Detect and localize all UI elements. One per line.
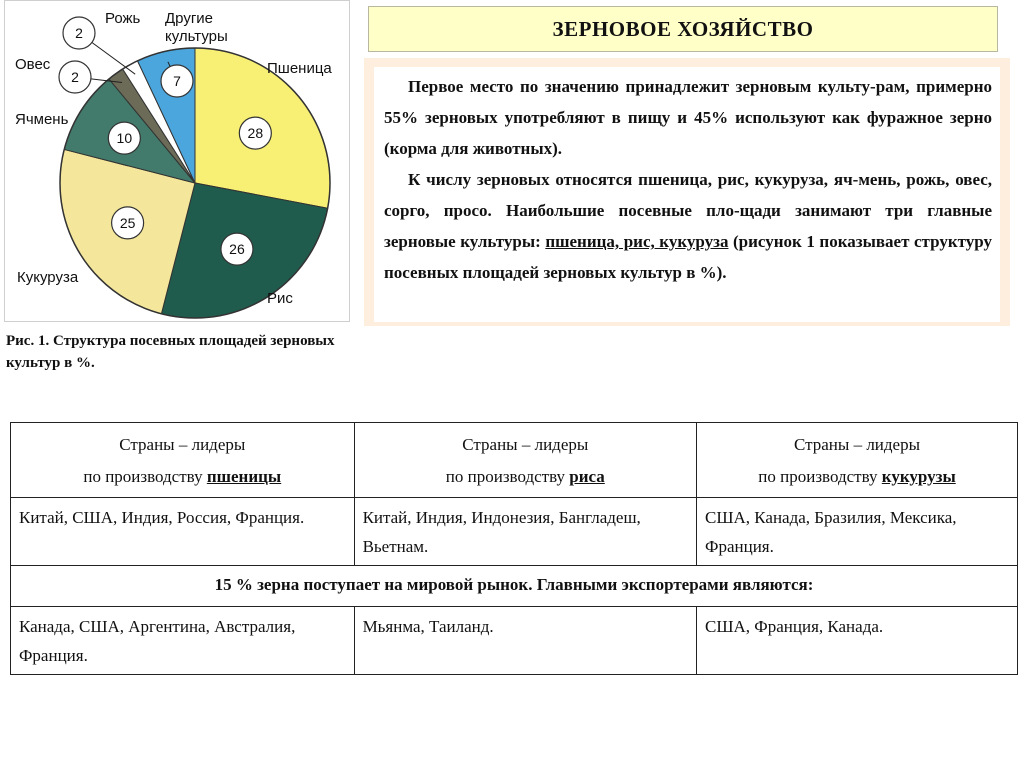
category-label: Пшеница <box>267 60 332 77</box>
producers-corn: США, Канада, Бразилия, Мексика, Франция. <box>697 498 1018 566</box>
text-panel <box>364 58 1010 326</box>
category-label: Рис <box>267 290 293 307</box>
table-row <box>11 498 1018 566</box>
paragraph-2: К числу зерновых относятся пшеница, рис, кукуруза, яч-мень, рожь, овес, сорго, просо. Наибольшие посевные пло-щади занимают три главные зерновые культуры: пшеница, рис, кукуруза (рисунок 1 показывает структуру посевных площадей зерновых культур в %). <box>384 170 992 282</box>
exporters-corn: США, Франция, Канада. <box>697 607 1018 675</box>
producers-wheat: Китай, США, Индия, Россия, Франция. <box>11 498 355 566</box>
table-row <box>11 607 1018 675</box>
page-title: ЗЕРНОВОЕ ХОЗЯЙСТВО <box>368 6 998 52</box>
main-crops-underlined: пшеница, рис, кукуруза <box>545 232 729 251</box>
producers-rice: Китай, Индия, Индонезия, Бангладеш, Вьетнам. <box>354 498 696 566</box>
exporters-wheat: Канада, США, Аргентина, Австралия, Франция. <box>11 607 355 675</box>
category-label: Рожь <box>105 10 141 27</box>
data-label: 25 <box>119 214 136 231</box>
category-label: Другие <box>165 10 214 27</box>
figure-caption: Рис. 1. Структура посевных площадей зерновых культур в %. <box>6 333 335 371</box>
category-label: Ячмень <box>15 111 69 128</box>
data-label: 10 <box>116 130 133 147</box>
paragraph-1: Первое место по значению принадлежит зерновым культу-рам, примерно 55% зерновых употребляют в пищу и 45% используют как фуражное зерно (корма для животных). <box>384 77 992 158</box>
data-label: 2 <box>71 69 79 85</box>
data-label: 26 <box>229 241 245 258</box>
header-rice: Страны – лидеры по производству риса <box>354 423 696 498</box>
category-label: Кукуруза <box>17 269 79 286</box>
data-label: 28 <box>247 125 264 142</box>
category-label: Овес <box>15 56 51 73</box>
table-row <box>11 566 1018 607</box>
header-corn: Страны – лидеры по производству кукурузы <box>697 423 1018 498</box>
table-header-row <box>11 423 1018 498</box>
exporters-rice: Мьянма, Таиланд. <box>354 607 696 675</box>
data-label: 7 <box>173 73 181 89</box>
market-note: 15 % зерна поступает на мировой рынок. Главными экспортерами являются: <box>11 566 1018 607</box>
header-wheat: Страны – лидеры по производству пшеницы <box>11 423 355 498</box>
pie-chart-frame <box>4 0 350 322</box>
leaders-table <box>10 422 1018 675</box>
category-label: культуры <box>165 28 228 45</box>
pie-chart <box>5 1 351 323</box>
data-label: 2 <box>75 25 83 41</box>
